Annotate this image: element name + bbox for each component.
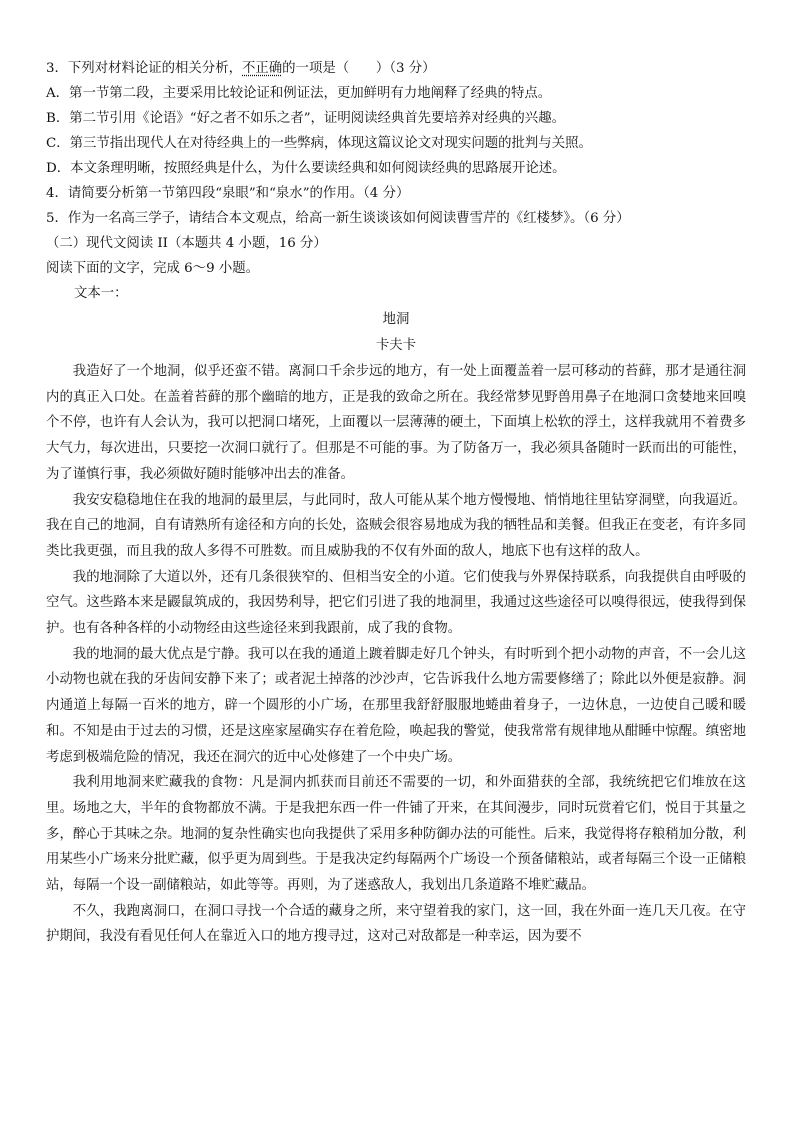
article-paragraph-3: 我的地洞除了大道以外，还有几条很狭窄的、但相当安全的小道。它们使我与外界保持联系，向我提供自由呼吸的空气。这些路本来是鼹鼠筑成的，我因势利导，把它们引进了我的地洞里，我通过这些途径可以嗅得很远，使我得到保护。也有各种各样的小动物经由这些途径来到我跟前，成了我的食物。	[46, 569, 746, 637]
option-d: D．本文条理明晰，按照经典是什么，为什么要读经典和如何阅读经典的思路展开论述。	[46, 161, 566, 176]
article-paragraph-5: 我利用地洞来贮藏我的食物：凡是洞内抓获而目前还不需要的一切，和外面猎获的全部，我统统把它们堆放在这里。场地之大，半年的食物都放不满。于是我把东西一件一件铺了开来，在其间漫步，同时玩赏着它们，悦目于其量之多，醉心于其味之杂。地洞的复杂性确实也向我提供了采用多种防御办法的可能性。后来，我觉得将存粮稍加分散，利用某些小广场来分批贮藏，似乎更为周到些。于是我决定约每隔两个广场设一个预备储粮站，或者每隔三个设一正储粮站，每隔一个设一副储粮站，如此等等。再则，为了迷惑敌人，我划出几条道路不堆贮藏品。	[46, 775, 746, 894]
article-paragraph-4: 我的地洞的最大优点是宁静。我可以在我的通道上踱着脚走好几个钟头，有时听到个把小动物的声音，不一会儿这小动物也就在我的牙齿间安静下来了；或者泥土掉落的沙沙声，它告诉我什么地方需要修缮了；除此以外便是寂静。洞内通道上每隔一百米的地方，辟一个圆形的小广场，在那里我舒舒服服地蜷曲着身子，一边休息，一边使自己暖和暖和。不知是由于过去的习惯，还是这座家屋确实存在着危险，唤起我的警觉，使我常常有规律地从酣睡中惊醒。缜密地考虑到极端危险的情况，我还在洞穴的近中心处修建了一个中央广场。	[46, 646, 746, 765]
option-c: C．第三节指出现代人在对待经典上的一些弊病，体现这篇议论文对现实问题的批判与关照。	[46, 136, 592, 151]
question-3	[46, 56, 746, 81]
question-3-emphasis: 不正确	[242, 61, 283, 76]
section-heading: （二）现代文阅读 II（本题共 4 小题，16 分）	[46, 236, 327, 251]
article-paragraph-6: 不久，我跑离洞口，在洞口寻找一个合适的藏身之所，来守望着我的家门，这一回，我在外面一连几天几夜。在守护期间，我没有看见任何人在靠近入口的地方搜寻过，这对己对敌都是一种幸运，因为要不	[46, 903, 746, 945]
question-4: 4．请简要分析第一节第四段“泉眼”和“泉水”的作用。（4 分）	[46, 186, 410, 201]
question-5: 5．作为一名高三学子，请结合本文观点，给高一新生谈谈该如何阅读曹雪芹的《红楼梦》。（6 分）	[46, 211, 630, 226]
exam-page	[46, 56, 746, 950]
article-paragraph-1: 我造好了一个地洞，似乎还蛮不错。离洞口千余步远的地方，有一处上面覆盖着一层可移动的苔藓，那才是通往洞内的真正入口处。在盖着苔藓的那个幽暗的地方，正是我的致命之所在。我经常梦见野兽用鼻子在地洞口贪婪地来回嗅个不停，也许有人会认为，我可以把洞口堵死，上面覆以一层薄薄的硬土，下面填上松软的浮土，这样我就用不着费多大气力，每次进出，只要挖一次洞口就行了。但那是不可能的事。为了防备万一，我必须具备随时一跃而出的可能性，为了谨慎行事，我必须做好随时能够冲出去的准备。	[46, 364, 746, 482]
article-author: 卡夫卡	[375, 338, 417, 353]
option-a: A．第一节第二段，主要采用比较论证和例证法，更加鲜明有力地阐释了经典的特点。	[46, 86, 552, 101]
question-3-suffix: 的一项是（ ）（3 分）	[282, 61, 436, 76]
option-b: B．第二节引用《论语》“好之者不如乐之者”，证明阅读经典首先要培养对经典的兴趣。	[46, 111, 565, 126]
article-paragraph-2: 我安安稳稳地住在我的地洞的最里层，与此同时，敌人可能从某个地方慢慢地、悄悄地往里钻穿洞壁，向我逼近。我在自己的地洞，自有请熟所有途径和方向的长处，盗贼会很容易地成为我的牺牲品和美餐。但我正在变老，有许多同类比我更强，而且我的敌人多得不可胜数。而且威胁我的不仅有外面的敌人，地底下也有这样的敌人。	[46, 492, 746, 559]
article-title: 地洞	[382, 312, 410, 327]
text-label: 文本一：	[74, 286, 128, 301]
section-instruction: 阅读下面的文字，完成 6～9 小题。	[46, 261, 260, 276]
question-3-prefix: 3．下列对材料论证的相关分析，	[46, 61, 242, 76]
